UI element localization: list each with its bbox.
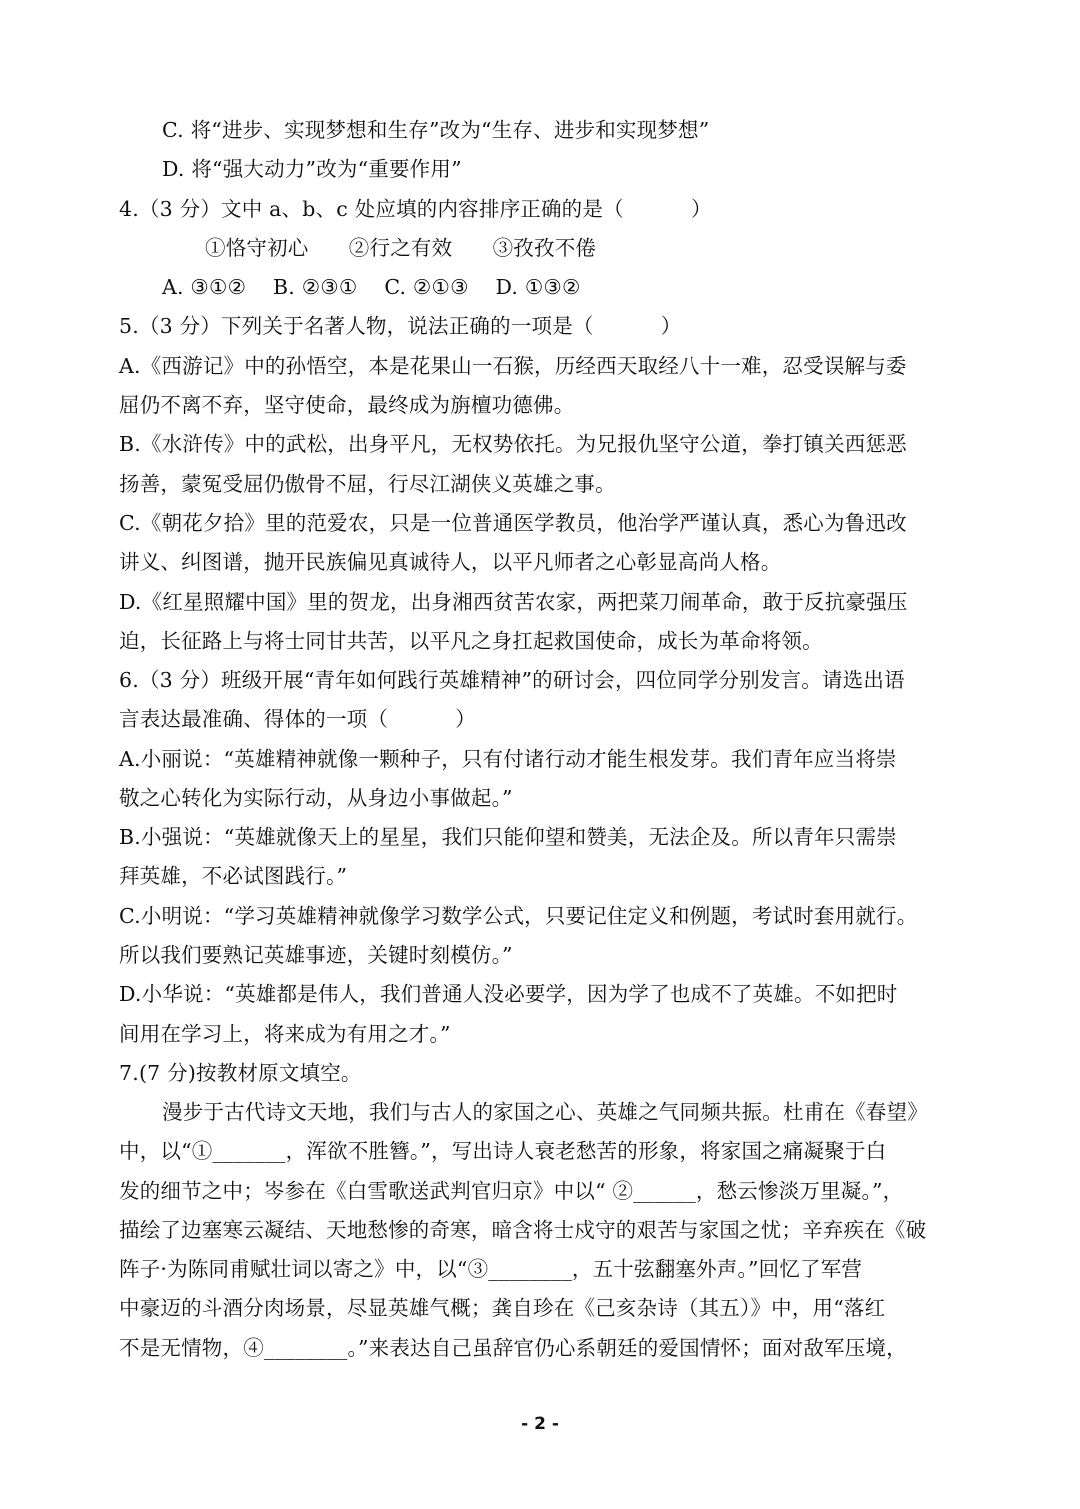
q6-option-c-line1: C.小明说：“学习英雄精神就像学习数学公式，只要记住定义和例题，考试时套用就行。 (119, 904, 918, 928)
q3-option-d: D. 将“强大动力”改为“重要作用” (162, 157, 462, 181)
q6-option-a-line2: 敬之心转化为实际行动，从身边小事做起。” (119, 786, 513, 810)
q5-option-c-line1: C.《朝花夕拾》里的范爱农，只是一位普通医学教员，他治学严谨认真，悉心为鲁迅改 (119, 511, 907, 535)
q5-option-c-line2: 讲义、纠图谱，抛开民族偏见真诚待人，以平凡师者之心彰显高尚人格。 (119, 550, 782, 574)
q6-option-b-line2: 拜英雄，不必试图践行。” (119, 864, 348, 888)
page-number: - 2 - (521, 1414, 559, 1434)
q6-stem-line1: 6.（3 分）班级开展“青年如何践行英雄精神”的研讨会，四位同学分别发言。请选出语 (119, 668, 905, 692)
q6-option-a-line1: A.小丽说：“英雄精神就像一颗种子，只有付诸行动才能生根发芽。我们青年应当将崇 (119, 747, 897, 771)
q7-para-line7: 不是无情物，④________。”来表达自己虽辞官仍心系朝廷的爱国情怀；面对敌军压境， (119, 1336, 907, 1360)
q7-para-line4: 描绘了边塞寒云凝结、天地愁惨的奇寒，暗含将士戍守的艰苦与家国之忧；辛弃疾在《破 (119, 1218, 927, 1242)
q5-option-b-line1: B.《水浒传》中的武松，出身平凡，无权势依托。为兄报仇坚守公道，拳打镇关西惩恶 (119, 432, 907, 456)
q5-option-a-line1: A.《西游记》中的孙悟空，本是花果山一石猴，历经西天取经八十一难，忍受误解与委 (119, 354, 907, 378)
q5-option-a-line2: 屈仍不离不弃，坚守使命，最终成为旃檀功德佛。 (119, 393, 575, 417)
q7-para-line6: 中豪迈的斗酒分肉场景，尽显英雄气概；龚自珍在《己亥杂诗（其五）》中，用“落红 (119, 1296, 886, 1320)
q6-option-d-line1: D.小华说：“英雄都是伟人，我们普通人没必要学，因为学了也成不了英雄。不如把时 (119, 982, 898, 1006)
q5-option-d-line1: D.《红星照耀中国》里的贺龙，出身湘西贫苦农家，两把菜刀闹革命，敢于反抗豪强压 (119, 590, 908, 614)
q6-option-c-line2: 所以我们要熟记英雄事迹，关键时刻模仿。” (119, 943, 513, 967)
q7-para-line5: 阵子·为陈同甫赋壮词以寄之》中，以“③________，五十弦翻塞外声。”回忆了军营 (119, 1257, 863, 1281)
q5-stem: 5.（3 分）下列关于名著人物，说法正确的一项是（ ） (119, 314, 682, 338)
q7-para-line2: 中，以“①_______，浑欲不胜簪。”，写出诗人衰老愁苦的形象，将家国之痛凝聚于白 (119, 1139, 887, 1163)
q3-option-c: C. 将“进步、实现梦想和生存”改为“生存、进步和实现梦想” (162, 118, 710, 142)
q6-option-d-line2: 间用在学习上，将来成为有用之才。” (119, 1022, 451, 1046)
q7-stem: 7.(7 分)按教材原文填空。 (119, 1061, 362, 1085)
q4-stem: 4.（3 分）文中 a、b、c 处应填的内容排序正确的是（ ） (119, 197, 712, 221)
q7-para-line1: 漫步于古代诗文天地，我们与古人的家国之心、英雄之气同频共振。杜甫在《春望》 (162, 1100, 928, 1124)
q6-stem-line2: 言表达最准确、得体的一项（ ） (119, 707, 476, 731)
q5-option-d-line2: 迫，长征路上与将士同甘共苦，以平凡之身扛起救国使命，成长为革命将领。 (119, 629, 823, 653)
q5-option-b-line2: 扬善，蒙冤受屈仍傲骨不屈，行尽江湖侠义英雄之事。 (119, 472, 616, 496)
q6-option-b-line1: B.小强说：“英雄就像天上的星星，我们只能仰望和赞美，无法企及。所以青年只需崇 (119, 825, 897, 849)
q7-para-line3: 发的细节之中；岑参在《白雪歌送武判官归京》中以“ ②______，愁云惨淡万里凝。”， (119, 1179, 904, 1203)
q4-options: A. ③①② B. ②③① C. ②①③ D. ①③② (162, 275, 581, 299)
q4-items: ①恪守初心 ②行之有效 ③孜孜不倦 (205, 236, 597, 260)
